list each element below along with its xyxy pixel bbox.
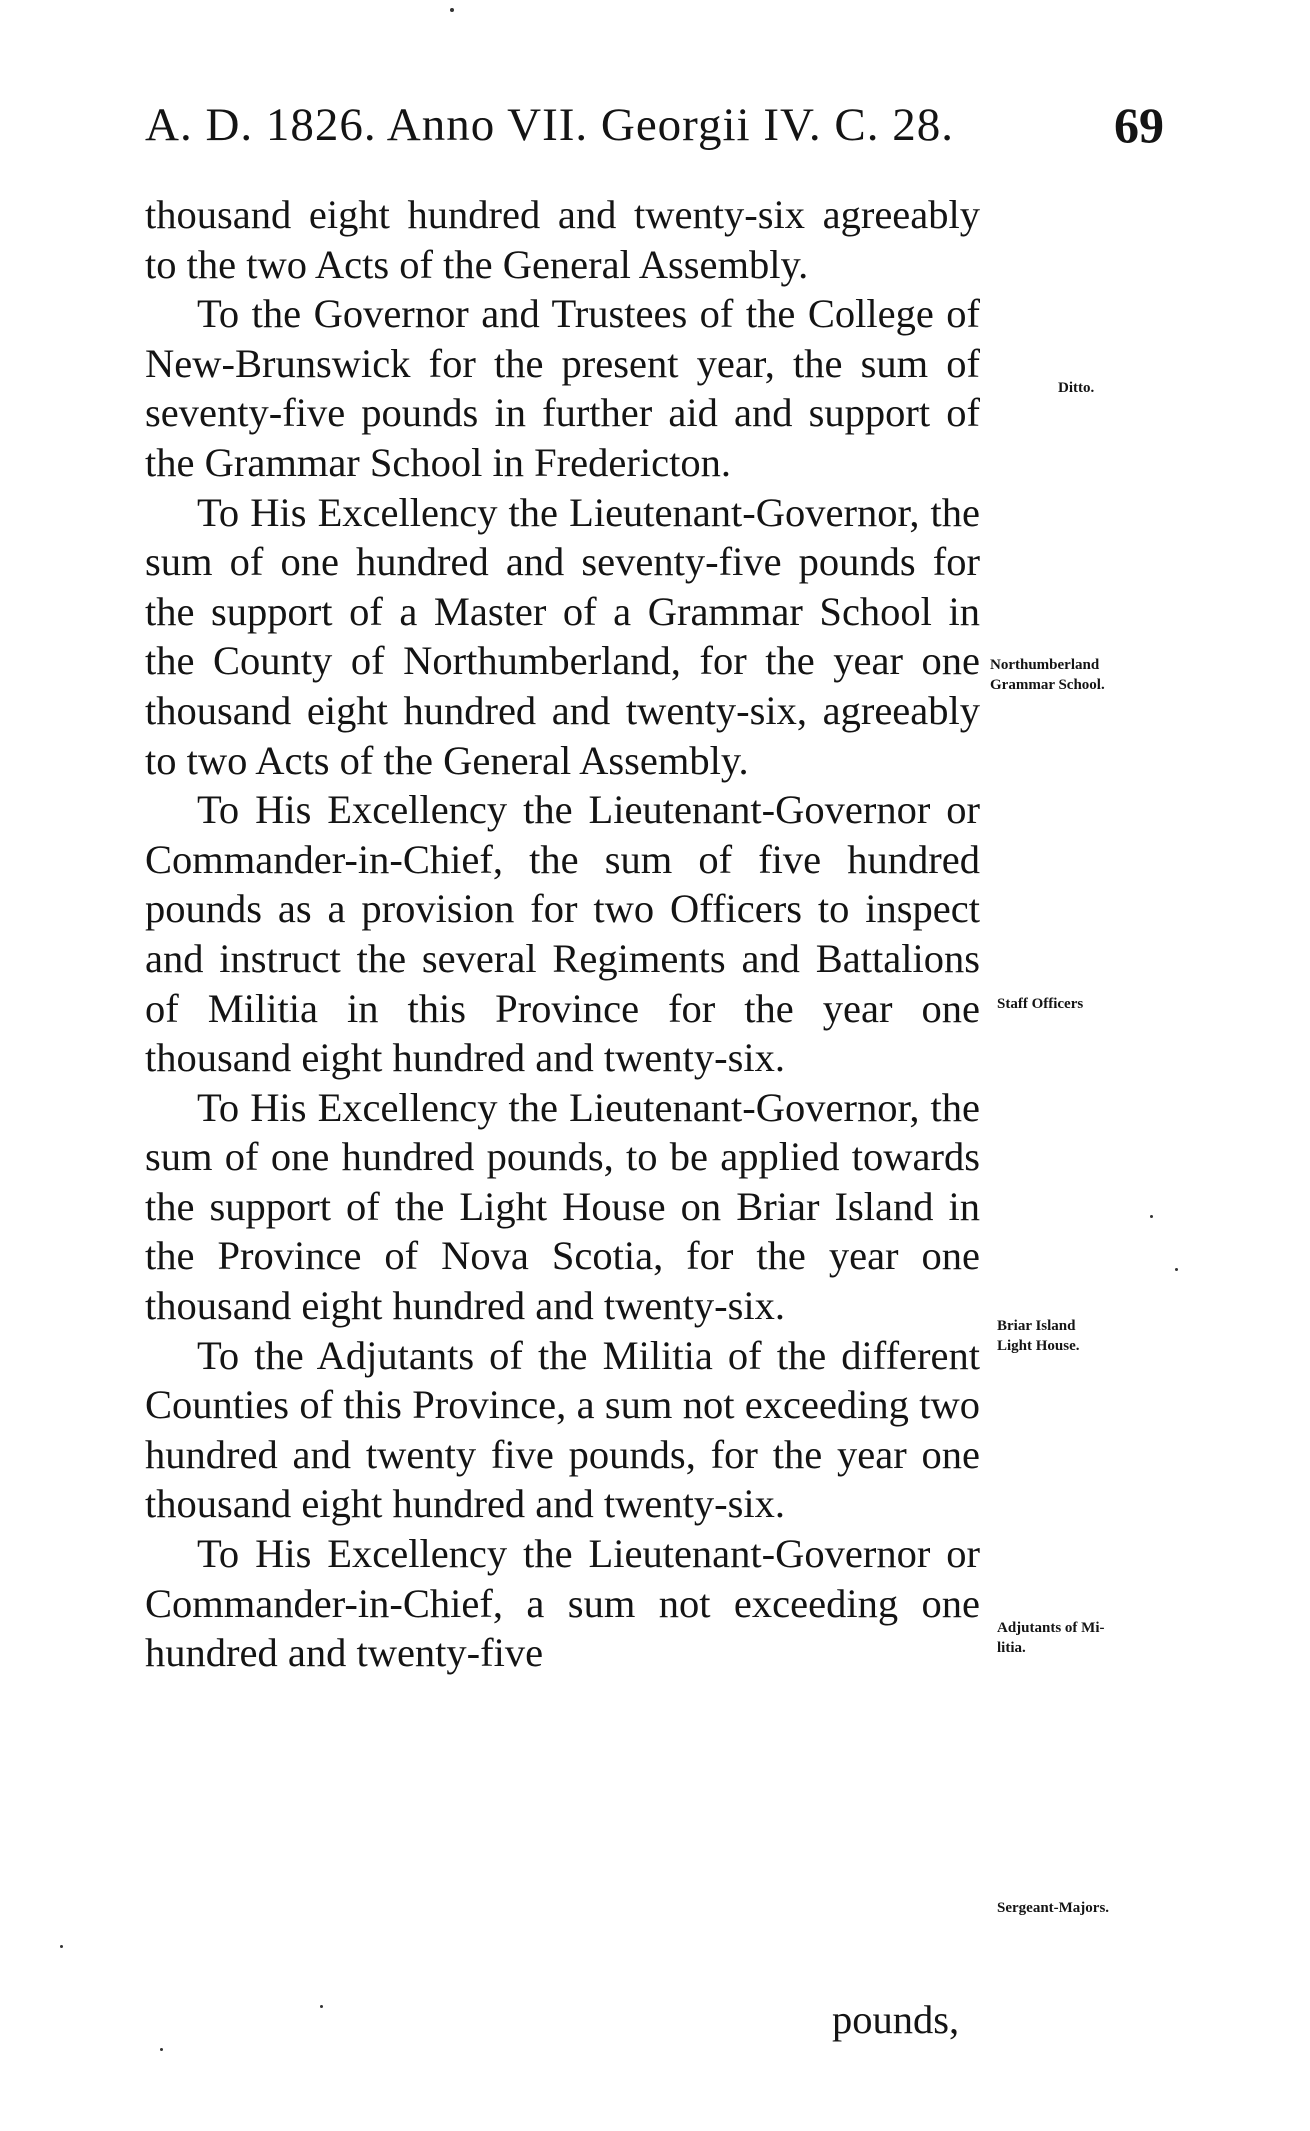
paragraph-militia-adjutants: To the Adjutants of the Militia of the different Counties of this Province, a sum not exceeding two hundred and twenty five pounds, for the year one thousand eight hundred and twenty-six. — [145, 1332, 980, 1527]
scan-speck — [160, 2048, 163, 2051]
scan-speck — [320, 2005, 323, 2008]
paragraph-sergeant-majors: To His Excellency the Lieutenant-Governor or Commander-in-Chief, a sum not exceeding one hundred and twenty-five — [145, 1531, 980, 1676]
margin-note-briar-island-light-house: Briar Island Light House. — [997, 1318, 1080, 1354]
paragraph-continuation: thousand eight hundred and twenty-six agreeably to the two Acts of the General Assembly. — [145, 192, 980, 287]
margin-note-ditto: Ditto. — [1058, 380, 1095, 396]
scan-speck — [1150, 1215, 1153, 1218]
margin-note-staff-officers: Staff Officers — [997, 996, 1084, 1012]
scan-speck — [1175, 1268, 1178, 1271]
catchword: pounds, — [832, 1997, 960, 2042]
paragraph-staff-officers: To His Excellency the Lieutenant-Governor or Commander-in-Chief, the sum of five hundred pounds as a provision for two Officers to inspect and instruct the several Regiments and Battalions of Militia in this Province for the year one thousand eight hundred and twenty-six. — [145, 787, 980, 1081]
running-head: A. D. 1826. Anno VII. Georgii IV. C. 28. — [145, 99, 954, 151]
margin-note-sergeant-majors: Sergeant-Majors. — [997, 1900, 1110, 1916]
page-number: 69 — [1114, 97, 1164, 153]
scan-speck — [60, 1945, 63, 1948]
body-text — [145, 190, 980, 1678]
paragraph-college-grammar-school: To the Governor and Trustees of the College of New-Brunswick for the present year, the sum of seventy-five pounds in further aid and support of the Grammar School in Fredericton. — [145, 291, 980, 485]
margin-note-northumberland-grammar-school: Northumberland Grammar School. — [990, 657, 1105, 693]
paragraph-briar-island-light-house: To His Excellency the Lieutenant-Governor, the sum of one hundred pounds, to be applied towards the support of the Light House on Briar Island in the Province of Nova Scotia, for the year one thousand eight hundred and twenty-six. — [145, 1084, 980, 1329]
margin-note-militia-adjutants: Adjutants of Mi- litia. — [997, 1620, 1105, 1656]
scan-speck — [450, 8, 454, 12]
paragraph-northumberland-school: To His Excellency the Lieutenant-Governor, the sum of one hundred and seventy-five pounds for the support of a Master of a Grammar School in the County of Northumberland, for the year one thousand eight hundred and twenty-six, agreeably to two Acts of the General Assembly. — [145, 489, 980, 783]
